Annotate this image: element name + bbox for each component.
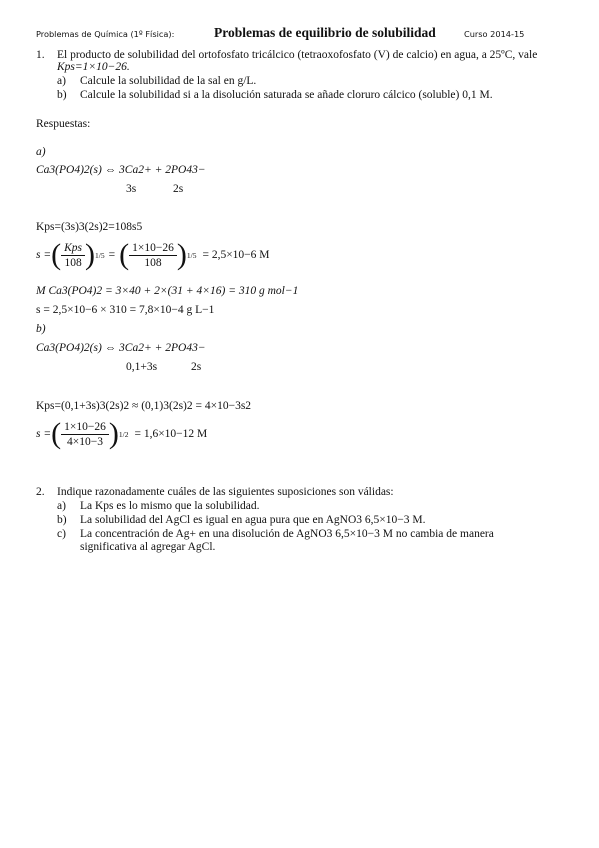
exponent-2: 1/5 xyxy=(186,250,197,260)
page-header xyxy=(36,25,566,43)
s-result-b: = 1,6×10−12 M xyxy=(134,428,208,440)
solubility-equation-b xyxy=(36,419,207,449)
answer-b-label: b) xyxy=(36,323,46,335)
problem1-number: 1. xyxy=(36,49,45,61)
paren-open-b: ( xyxy=(51,417,62,450)
problem1-b-text: Calcule la solubilidad si a la disolución saturada se añade cloruro cálcico (soluble) 0,1 M. xyxy=(80,89,493,101)
frac2-num: 1×10−26 xyxy=(129,241,177,256)
problem2-a-text: La Kps es lo mismo que la solubilidad. xyxy=(80,500,260,512)
eq-a-term-2: 2s xyxy=(173,183,184,195)
equilibrium-equation-b: Ca3(PO4)2(s) ⇔ 3Ca2+ + 2PO43− xyxy=(36,342,206,354)
problem1-ksp: Kps=1×10−26. xyxy=(57,61,130,73)
frac2-den: 108 xyxy=(144,256,162,269)
eq-a-term-1: 3s xyxy=(126,183,137,195)
problem2-number: 2. xyxy=(36,486,45,498)
page-title: Problemas de equilibrio de solubilidad xyxy=(214,25,436,40)
problem2-b-text: La solubilidad del AgCl es igual en agua pura que en AgNO3 6,5×10−3 M. xyxy=(80,514,426,526)
paren-open-2: ( xyxy=(119,238,130,271)
fraction-value xyxy=(129,241,177,270)
problem2-text: Indique razonadamente cuáles de las siguientes suposiciones son válidas: xyxy=(57,486,394,498)
problem2-a-label: a) xyxy=(57,500,66,512)
paren-close-b: ) xyxy=(108,417,119,450)
answer-a-label: a) xyxy=(36,146,46,158)
problem1-b-label: b) xyxy=(57,89,67,101)
header-course: Curso 2014-15 xyxy=(464,29,525,39)
paren-close: ) xyxy=(85,238,96,271)
answers-heading: Respuestas: xyxy=(36,118,91,130)
ksp-expression-a: Kps=(3s)3(2s)2=108s5 xyxy=(36,221,143,233)
problem1-text: El producto de solubilidad del ortofosfato tricálcico (tetraoxofosfato (V) de calcio) en agua, a 25ºC, vale xyxy=(57,49,538,61)
solubility-equation-a xyxy=(36,240,270,270)
s-eq-lhs: s = xyxy=(36,249,52,261)
paren-close-2: ) xyxy=(176,238,187,271)
problem2-b-label: b) xyxy=(57,514,67,526)
exponent: 1/5 xyxy=(95,250,105,260)
equals-sign: = xyxy=(108,249,116,261)
problem1-a-label: a) xyxy=(57,75,66,87)
eq-b-term-2: 2s xyxy=(191,361,202,373)
eq-b-term-1: 0,1+3s xyxy=(126,361,158,373)
molar-mass-line: M Ca3(PO4)2 = 3×40 + 2×(31 + 4×16) = 310 g mol−1 xyxy=(36,285,299,297)
frac-b-num: 1×10−26 xyxy=(61,420,109,435)
s-result-a: = 2,5×10−6 M xyxy=(202,249,270,261)
frac-den: 108 xyxy=(64,256,82,269)
fraction-ksp-108 xyxy=(61,241,85,270)
exponent-b: 1/2 xyxy=(118,429,129,439)
fraction-b xyxy=(61,420,109,449)
frac-b-den: 4×10−3 xyxy=(67,435,103,448)
ksp-expression-b: Kps=(0,1+3s)3(2s)2 ≈ (0,1)3(2s)2 = 4×10−3s2 xyxy=(36,400,252,412)
header-subject: Problemas de Química (1º Física): xyxy=(36,29,175,39)
problem2-c-label: c) xyxy=(57,528,66,540)
sb-lhs: s = xyxy=(36,428,52,440)
problem2-c-text-1: La concentración de Ag+ en una disolución de AgNO3 6,5×10−3 M no cambia de manera xyxy=(80,528,494,540)
problem1-a-text: Calcule la solubilidad de la sal en g/L. xyxy=(80,75,257,87)
solubility-grams-line: s = 2,5×10−6 × 310 = 7,8×10−4 g L−1 xyxy=(36,304,215,316)
problem2-c-text-2: significativa al agregar AgCl. xyxy=(80,541,216,553)
frac-num: Kps xyxy=(61,241,85,256)
paren-open: ( xyxy=(51,238,62,271)
equilibrium-equation-a: Ca3(PO4)2(s) ⇔ 3Ca2+ + 2PO43− xyxy=(36,164,206,176)
